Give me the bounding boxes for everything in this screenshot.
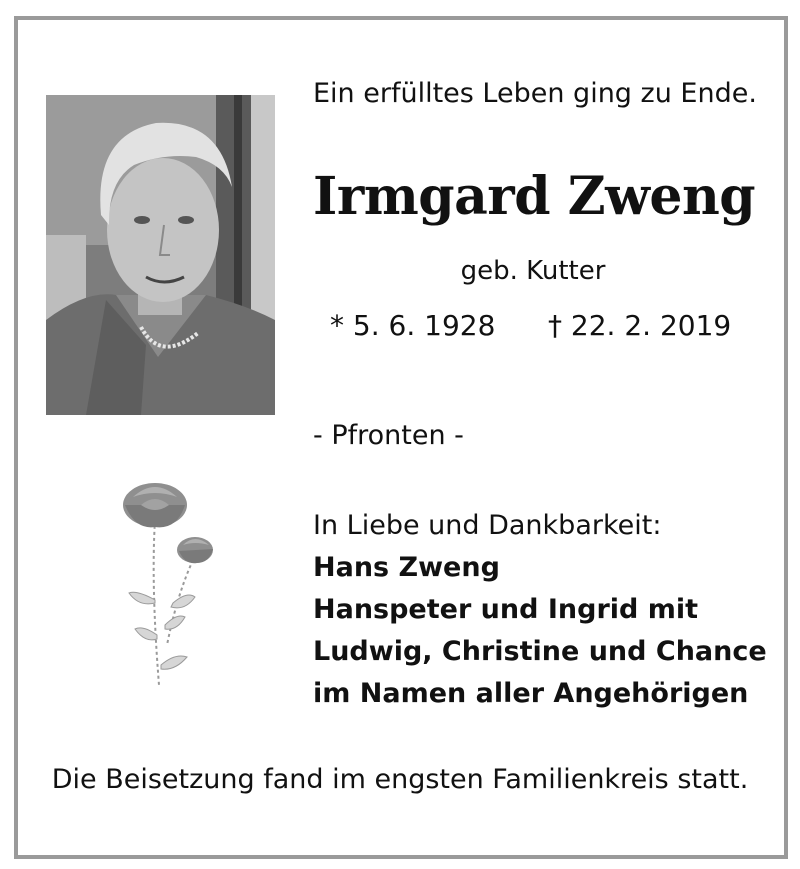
place-name: - Pfronten - xyxy=(313,420,464,451)
rose-icon xyxy=(115,475,225,695)
intro-line: Ein erfülltes Leben ging zu Ende. xyxy=(313,78,757,109)
mourner-line: im Namen aller Angehörigen xyxy=(313,678,749,709)
portrait-photo xyxy=(46,95,275,415)
maiden-name: geb. Kutter xyxy=(460,256,606,286)
death-date: † 22. 2. 2019 xyxy=(548,309,732,342)
deceased-name: Irmgard Zweng xyxy=(313,166,756,227)
closing-line: Die Beisetzung fand im engsten Familienkreis statt. xyxy=(51,764,749,795)
dedication-line: In Liebe und Dankbarkeit: xyxy=(313,510,662,541)
birth-date: * 5. 6. 1928 xyxy=(330,309,496,342)
mourner-line: Hanspeter und Ingrid mit xyxy=(313,594,699,625)
mourner-line: Ludwig, Christine und Chance xyxy=(313,636,767,667)
mourner-line: Hans Zweng xyxy=(313,552,500,583)
